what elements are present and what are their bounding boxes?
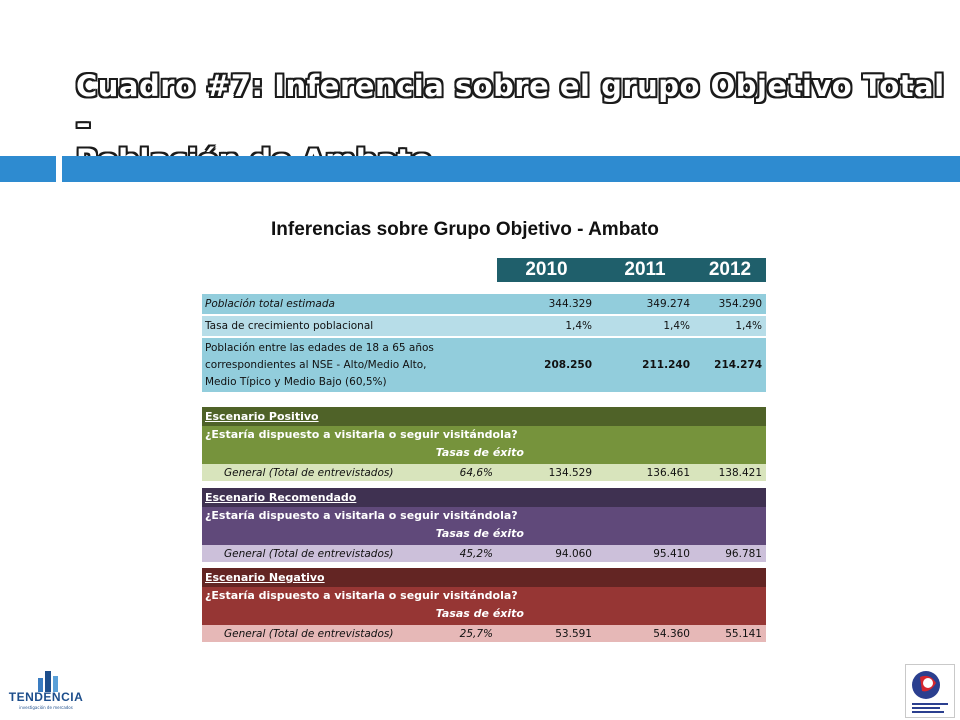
row-label-line: correspondientes al NSE - Alto/Medio Alto, <box>205 358 427 371</box>
cell-value: 95.410 <box>653 547 690 560</box>
table-row <box>202 338 766 392</box>
scenario-question: ¿Estaría dispuesto a visitarla o seguir visitándola? <box>205 428 518 441</box>
scenario-question: ¿Estaría dispuesto a visitarla o seguir visitándola? <box>205 589 518 602</box>
population-table <box>202 294 766 392</box>
table-row <box>202 625 766 642</box>
year-header-row <box>497 258 766 282</box>
cell-value: 138.421 <box>718 466 762 479</box>
scenario-question-block <box>202 587 766 625</box>
cell-value: 55.141 <box>725 627 762 640</box>
success-rate: 25,7% <box>459 627 493 640</box>
table-row <box>202 545 766 562</box>
table-row <box>202 294 766 314</box>
row-label-multiline <box>202 340 497 391</box>
scenario-subheader: Tasas de éxito <box>435 607 524 620</box>
cell-value: 344.329 <box>548 298 592 310</box>
quito-turismo-icon <box>906 665 954 717</box>
cell-value: 214.274 <box>714 359 762 371</box>
quito-turismo-logo <box>905 664 955 718</box>
year-header-2012: 2012 <box>708 259 752 280</box>
scenario-subheader: Tasas de éxito <box>435 527 524 540</box>
scenario-positive-table <box>202 407 766 481</box>
scenario-recommended-table <box>202 488 766 562</box>
row-label: General (Total de entrevistados) <box>224 466 394 479</box>
year-header-2010: 2010 <box>525 259 568 280</box>
logo-wordmark: TENDENCIA <box>8 690 84 704</box>
row-label: Tasa de crecimiento poblacional <box>205 320 374 332</box>
cell-value: 208.250 <box>544 359 592 371</box>
cell-value: 1,4% <box>663 320 690 332</box>
accent-bar-left <box>0 156 56 182</box>
cell-value: 54.360 <box>653 627 690 640</box>
table-title: Inferencias sobre Grupo Objetivo - Ambato <box>271 219 659 240</box>
cell-value: 53.591 <box>555 627 592 640</box>
cell-value: 1,4% <box>565 320 592 332</box>
row-label: General (Total de entrevistados) <box>224 627 394 640</box>
scenario-header: Escenario Positivo <box>202 407 766 426</box>
scenario-negative-table <box>202 568 766 642</box>
cell-value: 349.274 <box>646 298 690 310</box>
scenario-question: ¿Estaría dispuesto a visitarla o seguir visitándola? <box>205 509 518 522</box>
row-label-line: Medio Típico y Medio Bajo (60,5%) <box>205 375 387 388</box>
cell-value: 94.060 <box>555 547 592 560</box>
success-rate: 45,2% <box>459 547 493 560</box>
table-row <box>202 316 766 336</box>
scenario-header: Escenario Recomendado <box>202 488 766 507</box>
buildings-icon <box>34 670 62 692</box>
cell-value: 136.461 <box>646 466 690 479</box>
row-label: Población total estimada <box>205 298 335 310</box>
tendencia-logo <box>4 668 88 716</box>
cell-value: 134.529 <box>548 466 592 479</box>
scenario-subheader: Tasas de éxito <box>435 446 524 459</box>
scenario-header: Escenario Negativo <box>202 568 766 587</box>
logo-subtitle: investigación de mercados <box>19 705 73 710</box>
year-header-2011: 2011 <box>624 259 666 280</box>
scenario-question-block <box>202 426 766 464</box>
scenario-question-block <box>202 507 766 545</box>
cell-value: 354.290 <box>718 298 762 310</box>
table-row <box>202 464 766 481</box>
cell-value: 96.781 <box>725 547 762 560</box>
row-label-line: Población entre las edades de 18 a 65 años <box>205 341 434 354</box>
slide-title-line1: Cuadro #7: Inferencia sobre el grupo Objetivo Total – <box>76 69 945 140</box>
success-rate: 64,6% <box>459 466 493 479</box>
accent-bar-right <box>62 156 960 182</box>
cell-value: 1,4% <box>735 320 762 332</box>
row-label: General (Total de entrevistados) <box>224 547 394 560</box>
cell-value: 211.240 <box>642 359 690 371</box>
